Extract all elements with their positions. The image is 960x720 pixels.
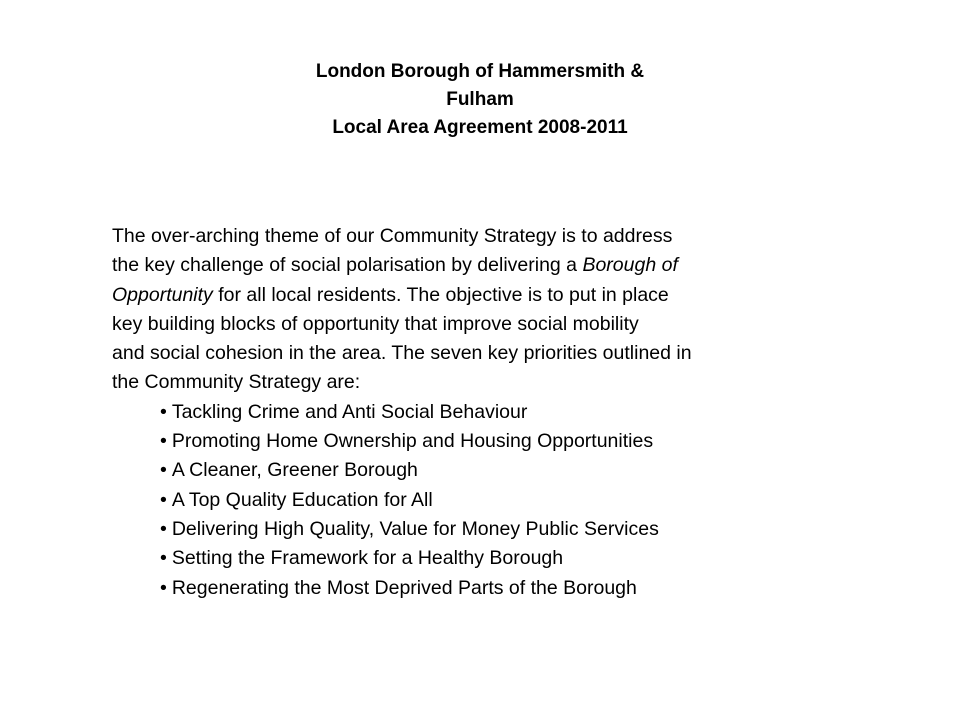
priority-label: Setting the Framework for a Healthy Borough <box>171 547 564 570</box>
intro-emphasis-opportunity: Opportunity <box>112 283 213 306</box>
slide-title <box>280 58 680 142</box>
priority-label: Tackling Crime and Anti Social Behaviour <box>171 400 528 423</box>
priority-label: A Top Quality Education for All <box>171 488 433 511</box>
title-line-2: Fulham <box>446 89 514 110</box>
intro-line-2 <box>112 251 832 280</box>
intro-emphasis-borough-of: Borough of <box>582 254 678 277</box>
priority-item <box>160 574 832 603</box>
priority-label: Regenerating the Most Deprived Parts of the Borough <box>171 576 637 599</box>
priority-label: Delivering High Quality, Value for Money Public Services <box>171 517 659 540</box>
intro-line-1: The over-arching theme of our Community Strategy is to address <box>112 225 673 247</box>
priority-item <box>160 544 832 573</box>
intro-line-3 <box>112 281 832 310</box>
bullet-icon: • <box>160 430 167 453</box>
priorities-list <box>112 398 832 603</box>
bullet-icon: • <box>160 576 167 599</box>
priority-item <box>160 515 832 544</box>
priority-item <box>160 427 832 456</box>
title-line-3: Local Area Agreement 2008-2011 <box>332 117 628 138</box>
intro-line-5: and social cohesion in the area. The seven key priorities outlined in <box>112 342 692 365</box>
priority-item <box>160 456 832 485</box>
slide-body <box>112 222 832 603</box>
intro-line-2-text: the key challenge of social polarisation by delivering a <box>112 254 583 277</box>
bullet-icon: • <box>160 459 167 482</box>
priority-label: A Cleaner, Greener Borough <box>171 459 418 482</box>
priority-label: Promoting Home Ownership and Housing Opportunities <box>171 430 654 453</box>
intro-line-3-text: for all local residents. The objective is to put in place <box>212 283 669 306</box>
intro-paragraph <box>112 222 832 398</box>
bullet-icon: • <box>160 517 167 540</box>
priority-item <box>160 398 832 427</box>
title-line-1: London Borough of Hammersmith & <box>315 61 645 82</box>
intro-line-4: key building blocks of opportunity that improve social mobility <box>112 312 639 335</box>
priority-item <box>160 486 832 515</box>
bullet-icon: • <box>160 547 167 570</box>
intro-line-6: the Community Strategy are: <box>112 371 361 394</box>
bullet-icon: • <box>160 488 167 511</box>
bullet-icon: • <box>160 400 167 423</box>
